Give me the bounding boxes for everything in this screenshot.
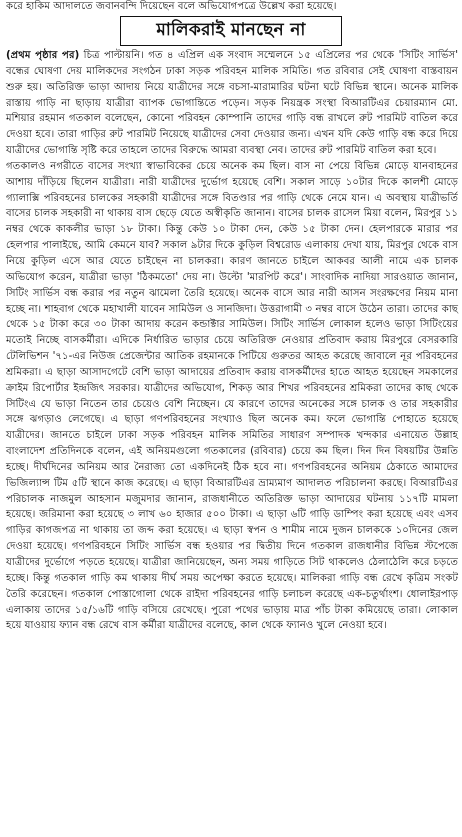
headline: মালিকরাই মানছেন না xyxy=(156,20,306,40)
headline-box xyxy=(120,16,342,46)
article-body xyxy=(6,48,458,634)
article-paragraph-2: গতকালও নগরীতে বাসের সংখ্যা স্বাভাবিকের চেয়ে অনেক কম ছিল। বাস না পেয়ে বিভিন্ন মোড়ে যানবাহনের আশায় দাঁড়িয়ে ছিলেন যাত্রীরা। নারী যাত্রীদের দুর্ভোগ হয়েছে বেশি। সকাল সাড়ে ১০টার দিকে কালশী মোড়ে গ্যালাক্সি পরিবহনের চালকের সহকারী যাত্রীদের সঙ্গে বিতণ্ডার পর গাড়ি থেকে নেমে যান। এ অবস্থায় যাত্রীভর্তি বাসের চালক সহকারী না থাকায় বাস ছেড়ে যেতে অস্বীকৃতি জানান। বাসের চালক রাসেল মিয়া বলেন, মিরপুর ১১ নম্বর থেকে কাকলীর ভাড়া ১৮ টাকা। কিন্তু কেউ ১০ টাকা দেন, কেউ ১৫ টাকা দেন। হেলপারকে মারার পর হেলপার পালাইছে, আমি কেমনে যাব? সকাল ৯টার দিকে কুড়িল বিশ্বরোড এলাকায় দেখা যায়, মিরপুর থেকে বাস নিয়ে কুড়িল এসে আর যেতে চাইছেন না চালকরা। কারণ জানতে চাইলে আকবর আলী নামে এক চালক অভিযোগ করেন, যাত্রীরা ভাড়া 'ঠিকমতো' দেয় না। উল্টো 'মারপিট করে'। সাংবাদিক নাদিয়া সারওয়াত জানান, সিটিং সার্ভিস বন্ধ করার পর নতুন ঝামেলা তৈরি হয়েছে। অনেক বাসে আর নারী আসন সংরক্ষণের নিয়ম মানা হচ্ছে না। শাহবাগ থেকে মহাখালী যাবেন সামিউল ও সানজিদা। উত্তরাগামী ৩ নম্বর বাসে উঠেন তারা। তাদের কাছ থেকে ১৫ টাকা করে ৩০ টাকা আদায় করেন কন্ডাক্টার সামিউল। সিটিং সার্ভিস লোকাল হলেও ভাড়া সিটিংয়ের মতোই নিচ্ছে বাসকর্মীরা। এদিকে নির্ধারিত ভাড়ার চেয়ে অতিরিক্ত নেওয়ার প্রতিবাদ করায় মিরপুরে বেসরকারি টেলিভিশন '৭১-এর নিউজ প্রেজেন্টার আতিক রহমানকে পিটিয়ে গুরুতর আহত করেছে জাবালে নূর পরিবহনের শ্রমিকরা। এ ছাড়া আসাদগেটে বেশি ভাড়া আদায়ের প্রতিবাদ করায় বাসকর্মীদের হাতে আহত হয়েছেন সমকালের ক্রাইম রিপোর্টার ইন্দ্রজিৎ সরকার। যাত্রীদের অভিযোগ, শিকড় আর শিখর পরিবহনের শ্রমিকরা তাদের কাছ থেকে সিটিংএ যে ভাড়া নিতেন তার চেয়েও বেশি নিচ্ছেন। যে কারণে তাদের অনেকের সঙ্গে চালক ও তার সহকারীর সঙ্গে ঝগড়াও লেগেছে। এ ছাড়া গণপরিবহনের সংখ্যাও ছিল অনেক কম। ফলে ভোগান্তি পোহাতে হয়েছে যাত্রীদের। জানতে চাইলে ঢাকা সড়ক পরিবহন মালিক সমিতির সাধারণ সম্পাদক খন্দকার এনায়েত উল্লাহ বাংলাদেশ প্রতিদিনকে বলেন, এই অনিয়মগুলো গতকালের (রবিবার) চেয়ে কম ছিল। দিন দিন বিষয়টির উন্নতি হচ্ছে। দীর্ঘদিনের অনিয়ম আর নৈরাজ্য তো একদিনেই ঠিক হবে না। গণপরিবহনের অনিয়ম ঠেকাতে আমাদের ভিজিল্যান্স টিম ৫টি স্থানে কাজ করেছে। এ ছাড়া বিআরটিএর ভ্রাম্যমাণ আদালত পরিচালনা করছে। বিআরটিএর পরিচালক নাজমুল আহসান মজুমদার জানান, রাজধানীতে অতিরিক্ত ভাড়া আদায়ের ঘটনায় ১১৭টি মামলা হয়েছে। জরিমানা করা হয়েছে ৩ লাখ ৬০ হাজার ৫০০ টাকা। এ ছাড়া ৬টি গাড়ি ডাম্পিং করা হয়েছে এবং এসব গাড়ির কাগজপত্র না থাকায় তা জব্দ করা হয়েছে। এ ছাড়া স্বপন ও শামীম নামে দুজন চালককে ১০দিনের জেল দেওয়া হয়েছে। গণপরিবহনে সিটিং সার্ভিস বন্ধ হওয়ার পর দ্বিতীয় দিনে গতকাল রাজধানীর বিভিন্ন স্টপেজে যাত্রীদের দুর্ভোগে পড়তে হয়েছে। যাত্রীরা জানিয়েছেন, অন্য সময় গাড়িতে সিট থাকলেও ঠেলাঠেলি করে চড়তে হচ্ছে। কিন্তু গতকাল গাড়ি কম থাকায় দীর্ঘ সময় অপেক্ষা করতে হয়েছে। মালিকরা গাড়ি বন্ধ রেখে কৃত্রিম সংকট তৈরি করেছেন। গতকাল পোস্তাগোলা থেকে রাইদা পরিবহনের গাড়ি চলাচল করেছে এক-চতুর্থাংশ। ধোলাইরপাড় এলাকায় তাদের ১৫/১৬টি গাড়ি বসিয়ে রেখেছে। পুরো পথের ভাড়ায় মাত্র পাঁচ টাকা কমিয়েছে তারা। লোকাল হয়ে যাওয়ায় ফ্যান বন্ধ রেখে বাস কর্মীরা যাত্রীদের বলেছে, কাল থেকে ফ্যানও খুলে নেওয়া হবে। xyxy=(6,160,458,632)
article-paragraph-1 xyxy=(6,48,458,159)
continuation-lead: (প্রথম পৃষ্ঠার পর) xyxy=(6,50,80,61)
paragraph-text: চিত্র পাল্টায়নি। গত ৪ এপ্রিল এক সংবাদ সম্মেলনে ১৫ এপ্রিলের পর থেকে 'সিটিং সার্ভিস' বন্ধের ঘোষণা দেয় মালিকদের সংগঠন ঢাকা সড়ক পরিবহন মালিক সমিতি। গত রবিবার সেই ঘোষণা বাস্তবায়ন শুরু হয়। অতিরিক্ত ভাড়া আদায় নিয়ে যাত্রীদের সঙ্গে বচসা-মারামারির ঘটনা ঘটে বিভিন্ন স্থানে। অনেক মালিক রাস্তায় গাড়ি না ছাড়ায় যাত্রীরা ব্যাপক ভোগান্তিতে পড়েন। সড়ক নিয়ন্ত্রক সংস্থা বিআরটিএর চেয়ারম্যান মো. মশিয়ার রহমান গতকাল বলেছেন, কোনো পরিবহন কোম্পানি তাদের গাড়ি বন্ধ রাখলে রুট পারমিট বাতিল করে দেওয়া হবে। তারা গাড়ির রুট পারমিট নিয়েছে যাত্রীদের সেবা দেওয়ার জন্য। এখন যদি কেউ গাড়ি বন্ধ করে দিয়ে যাত্রীদের ভোগান্তি সৃষ্টি করে তাহলে তাদের বিরুদ্ধে আমরা ব্যবস্থা নেব। তাদের রুট পারমিট বাতিল করা হবে। xyxy=(6,50,458,157)
previous-article-fragment: করে হাকিম আদালতে জবানবন্দি দিয়েছেন বলে অভিযোগপত্রে উল্লেখ করা হয়েছে। xyxy=(6,1,337,12)
